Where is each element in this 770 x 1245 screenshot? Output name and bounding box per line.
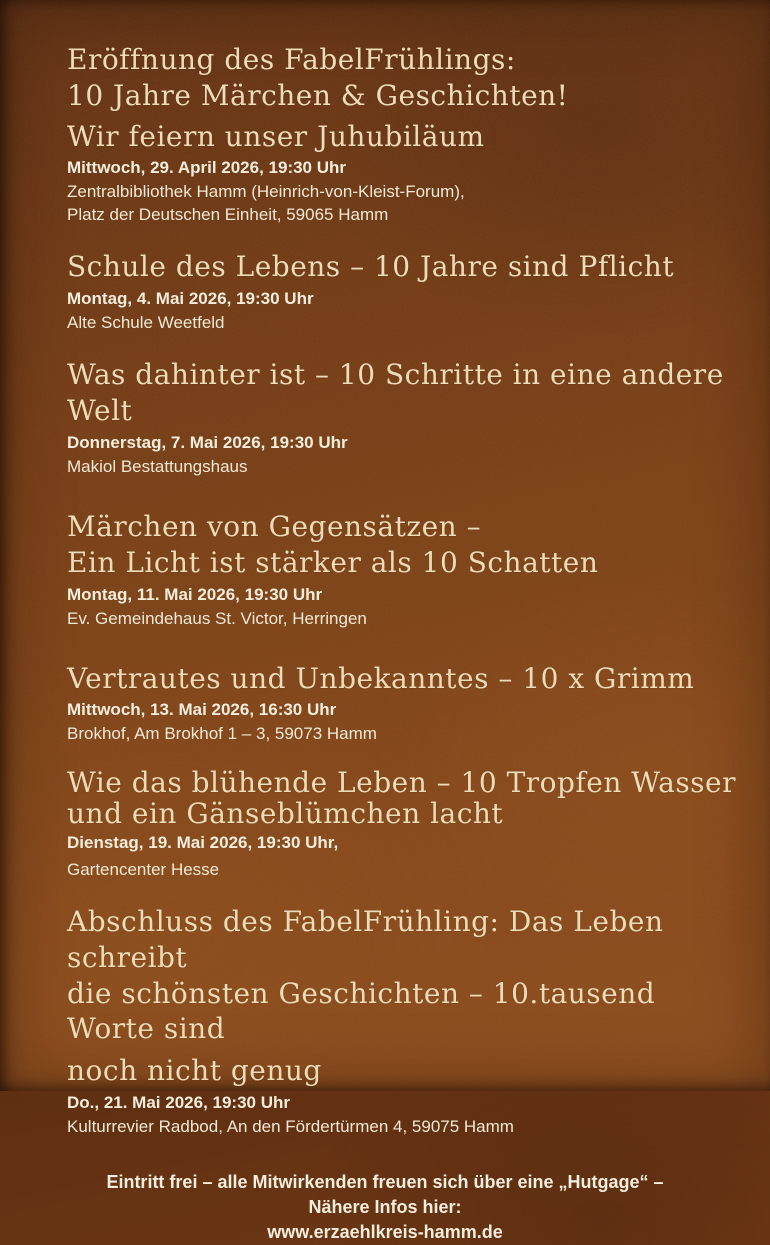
event-title bbox=[67, 661, 742, 697]
event-title-line: Märchen von Gegensätzen – bbox=[67, 509, 482, 543]
event-title-line: Vertrautes und Unbekanntes – 10 x Grimm bbox=[67, 661, 695, 695]
event-datetime: Mittwoch, 29. April 2026, 19:30 Uhr bbox=[67, 158, 347, 178]
event-datetime: Montag, 4. Mai 2026, 19:30 Uhr bbox=[67, 289, 314, 309]
event-datetime: Dienstag, 19. Mai 2026, 19:30 Uhr, bbox=[67, 832, 339, 852]
event-location bbox=[67, 858, 742, 881]
event-title bbox=[67, 357, 742, 429]
event-title-line: 10 Jahre Märchen & Geschichten! bbox=[67, 78, 569, 112]
event-title-line: Eröffnung des FabelFrühlings: bbox=[67, 43, 516, 76]
event-location-line: Alte Schule Weetfeld bbox=[67, 313, 225, 333]
event-title-line: Schule des Lebens – 10 Jahre sind Pflicht bbox=[67, 250, 675, 284]
event-title bbox=[67, 768, 742, 828]
event-location bbox=[67, 607, 742, 630]
event-title-line: noch nicht genug bbox=[67, 1054, 322, 1088]
event-item bbox=[67, 509, 742, 630]
event-item bbox=[67, 661, 742, 746]
footer-admission-line: Eintritt frei – alle Mitwirkenden freuen sich über eine „Hutgage“ – bbox=[106, 1172, 664, 1193]
footer-info-label: Nähere Infos hier: bbox=[308, 1197, 462, 1218]
event-title bbox=[67, 509, 742, 581]
event-location-line: Kulturrevier Radbod, An den Fördertürmen 4, 59075 Hamm bbox=[67, 1117, 514, 1137]
event-item bbox=[67, 357, 742, 478]
event-datetime: Mittwoch, 13. Mai 2026, 16:30 Uhr bbox=[67, 700, 337, 720]
event-title-line: die schönsten Geschichten – 10.tausend Worte sind bbox=[67, 976, 656, 1046]
event-location bbox=[67, 455, 742, 478]
event-item bbox=[67, 768, 742, 880]
event-location bbox=[67, 722, 742, 745]
event-location-line: Zentralbibliothek Hamm (Heinrich-von-Kleist-Forum), bbox=[67, 182, 465, 202]
event-title-line: Wie das blühende Leben – 10 Tropfen Wasser bbox=[67, 766, 737, 800]
event-title-line: Was dahinter ist – 10 Schritte in eine andere Welt bbox=[67, 358, 724, 428]
event-title bbox=[67, 249, 742, 285]
event-location bbox=[67, 1115, 742, 1138]
event-title bbox=[67, 42, 742, 154]
footer-note bbox=[28, 1170, 742, 1245]
event-location-line: Brokhof, Am Brokhof 1 – 3, 59073 Hamm bbox=[67, 724, 377, 744]
event-subtitle: Wir feiern unser Juhubiläum bbox=[67, 119, 485, 153]
event-title bbox=[67, 904, 742, 1089]
footer-url: www.erzaehlkreis-hamm.de bbox=[267, 1222, 503, 1243]
event-location-line: Platz der Deutschen Einheit, 59065 Hamm bbox=[67, 205, 389, 225]
event-location bbox=[67, 311, 742, 334]
event-datetime: Donnerstag, 7. Mai 2026, 19:30 Uhr bbox=[67, 432, 348, 452]
event-location bbox=[67, 180, 742, 226]
event-item bbox=[67, 904, 742, 1138]
event-datetime: Do., 21. Mai 2026, 19:30 Uhr bbox=[67, 1093, 290, 1113]
event-location-line: Gartencenter Hesse bbox=[67, 859, 220, 879]
event-title-line: und ein Gänseblümchen lacht bbox=[67, 796, 504, 830]
event-item bbox=[67, 249, 742, 334]
event-location-line: Makiol Bestattungshaus bbox=[67, 456, 248, 476]
event-item bbox=[67, 42, 742, 226]
event-datetime: Montag, 11. Mai 2026, 19:30 Uhr bbox=[67, 584, 323, 604]
event-title-line: Ein Licht ist stärker als 10 Schatten bbox=[67, 545, 599, 579]
event-location-line: Ev. Gemeindehaus St. Victor, Herringen bbox=[67, 608, 367, 628]
event-title-line: Abschluss des FabelFrühling: Das Leben schreibt bbox=[67, 904, 664, 974]
